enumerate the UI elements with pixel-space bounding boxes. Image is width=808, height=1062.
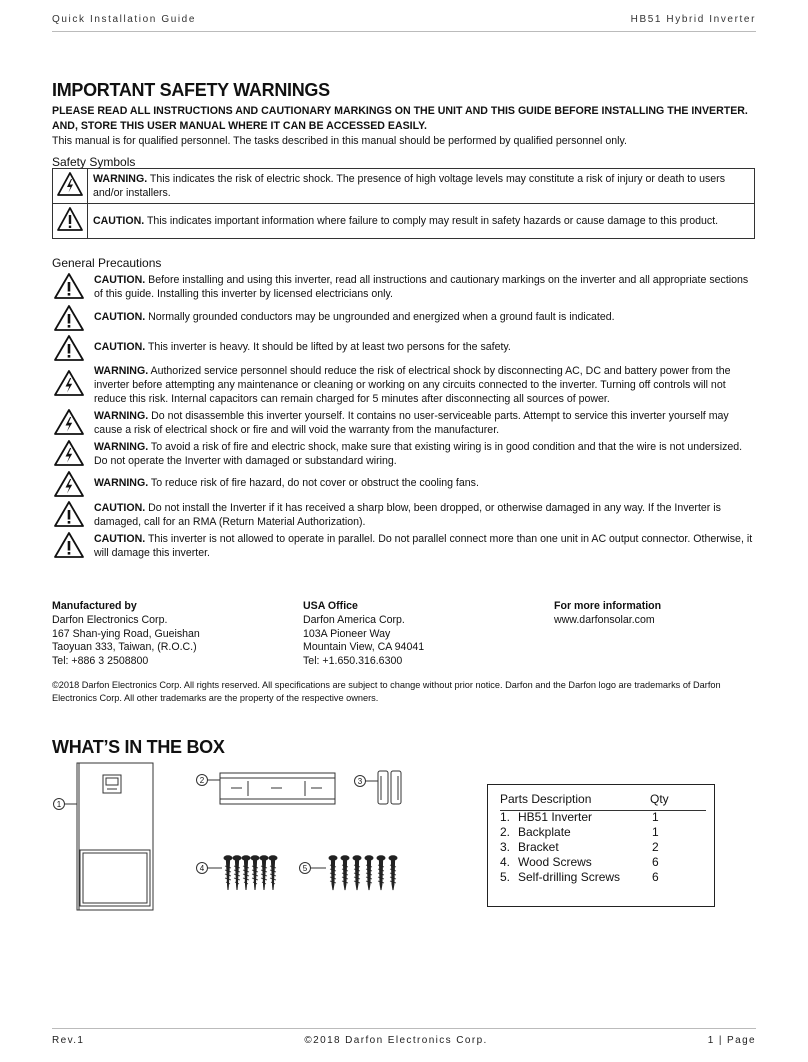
callout-5: 5 — [302, 864, 308, 873]
precaution-text: CAUTION. This inverter is heavy. It should be lifted by at least two persons for the safety. — [94, 341, 511, 353]
callout-2: 2 — [199, 776, 205, 785]
intro-text: This manual is for qualified personnel. The tasks described in this manual should be performed by qualified personnel only. — [52, 135, 627, 147]
more-info-heading: For more information — [554, 600, 662, 612]
guide-title: Quick Installation Guide — [52, 14, 197, 25]
callout-4: 4 — [199, 864, 205, 873]
manufacturer-line: Darfon Electronics Corp. — [52, 613, 168, 626]
intro-bold-1: PLEASE READ ALL INSTRUCTIONS AND CAUTIONARY MARKINGS ON THE UNIT AND THIS GUIDE BEFORE INSTALLING THE INVERTER. — [52, 105, 748, 117]
usa-office-line: Tel: +1.650.316.6300 — [303, 655, 403, 668]
page-number: 1 | Page — [707, 1035, 756, 1046]
usa-office-line: 103A Pioneer Way — [303, 627, 391, 640]
precaution-text: WARNING. Do not disassemble this inverter yourself. It contains no user-serviceable parts. Attempt to service this inverter yourself may cause a risk of electrical shock or fire and will void the warranty from the manufacturer. — [94, 410, 729, 436]
usa-office-line: Darfon America Corp. — [303, 613, 405, 626]
precaution-text: WARNING. To reduce risk of fire hazard, do not cover or obstruct the cooling fans. — [94, 477, 479, 489]
manufacturer-line: 167 Shan-ying Road, Gueishan — [52, 627, 200, 640]
self-drilling-screws-drawing — [329, 856, 397, 890]
precaution-text: WARNING. To avoid a risk of fire and electric shock, make sure that existing wiring is in good condition and that the wire is not undersized. Do not operate the Inverter with damaged or substandard wiring. — [94, 441, 743, 467]
precaution-text: CAUTION. Normally grounded conductors may be ungrounded and energized when a ground fault is indicated. — [94, 311, 615, 323]
website-link[interactable]: www.darfonsolar.com — [554, 613, 655, 626]
callout-1: 1 — [56, 800, 62, 809]
usa-office-line: Mountain View, CA 94041 — [303, 641, 425, 654]
parts-table-header — [500, 792, 706, 811]
parts-description-header: Parts Description — [500, 792, 592, 806]
safety-title: IMPORTANT SAFETY WARNINGS — [52, 80, 330, 100]
parts-table: Parts Description Qty 1. HB51 Inverter 1 2. Backplate 1 3. Bracket 2 4. Wood Screws 6 5. Self-drilling Screws 6 — [487, 784, 715, 907]
precaution-text: CAUTION. Before installing and using this inverter, read all instructions and cautionary markings on the inverter and all appropriate sections of this guide. Installing this inverter by licensed electricians only. — [94, 274, 749, 300]
bracket-drawing — [378, 771, 401, 804]
inverter-drawing — [77, 763, 153, 910]
symbol-text: WARNING. This indicates the risk of electric shock. The presence of high voltage levels may constitute a risk of injury or death to users and/or installers. — [88, 169, 755, 204]
revision: Rev.1 — [52, 1035, 85, 1046]
general-precautions-heading: General Precautions — [52, 256, 162, 270]
box-title: WHAT’S IN THE BOX — [52, 737, 225, 757]
precaution-text: WARNING. Authorized service personnel should reduce the risk of electrical shock by disconnecting AC, DC and battery power from the inverter before attempting any maintenance or cleaning or working on any circuits connected to the inverter. Turning off controls will not reduce this risk. Internal capacitors can remain charged for 5 minutes after disconnecting all sources of power. — [94, 365, 731, 405]
intro-bold-2: AND, STORE THIS USER MANUAL WHERE IT CAN BE ACCESSED EASILY. — [52, 120, 427, 132]
precaution-text: CAUTION. Do not install the Inverter if it has received a sharp blow, been dropped, or otherwise damaged in any way. If the Inverter is damaged, call for an RMA (Return Material Authorization). — [94, 502, 721, 528]
qty-header: Qty — [650, 792, 669, 806]
product-name: HB51 Hybrid Inverter — [630, 14, 756, 25]
usa-office-heading: USA Office — [303, 600, 358, 612]
safety-symbols-heading: Safety Symbols — [52, 155, 136, 169]
page-footer — [52, 1028, 756, 1046]
copyright-notice: ©2018 Darfon Electronics Corp. All rights reserved. All specifications are subject to change without prior notice. Darfon and the Darfon logo are trademarks of Darfon Electronics Corp. All other trademarks are the property of the respective owners. — [52, 680, 721, 703]
manufacturer-heading: Manufactured by — [52, 600, 137, 612]
callout-3: 3 — [357, 777, 363, 786]
footer-copyright: ©2018 Darfon Electronics Corp. — [304, 1035, 488, 1046]
symbol-text: CAUTION. This indicates important information where failure to comply may result in safety hazards or cause damage to this product. — [88, 204, 755, 239]
manufacturer-line: Tel: +886 3 2508800 — [52, 655, 149, 668]
backplate-drawing — [220, 773, 335, 804]
precaution-text: CAUTION. This inverter is not allowed to operate in parallel. Do not parallel connect more than one unit in AC output connector. Otherwise, it will damage this inverter. — [94, 533, 753, 559]
wood-screws-drawing — [224, 856, 277, 890]
manufacturer-line: Taoyuan 333, Taiwan, (R.O.C.) — [52, 641, 197, 654]
